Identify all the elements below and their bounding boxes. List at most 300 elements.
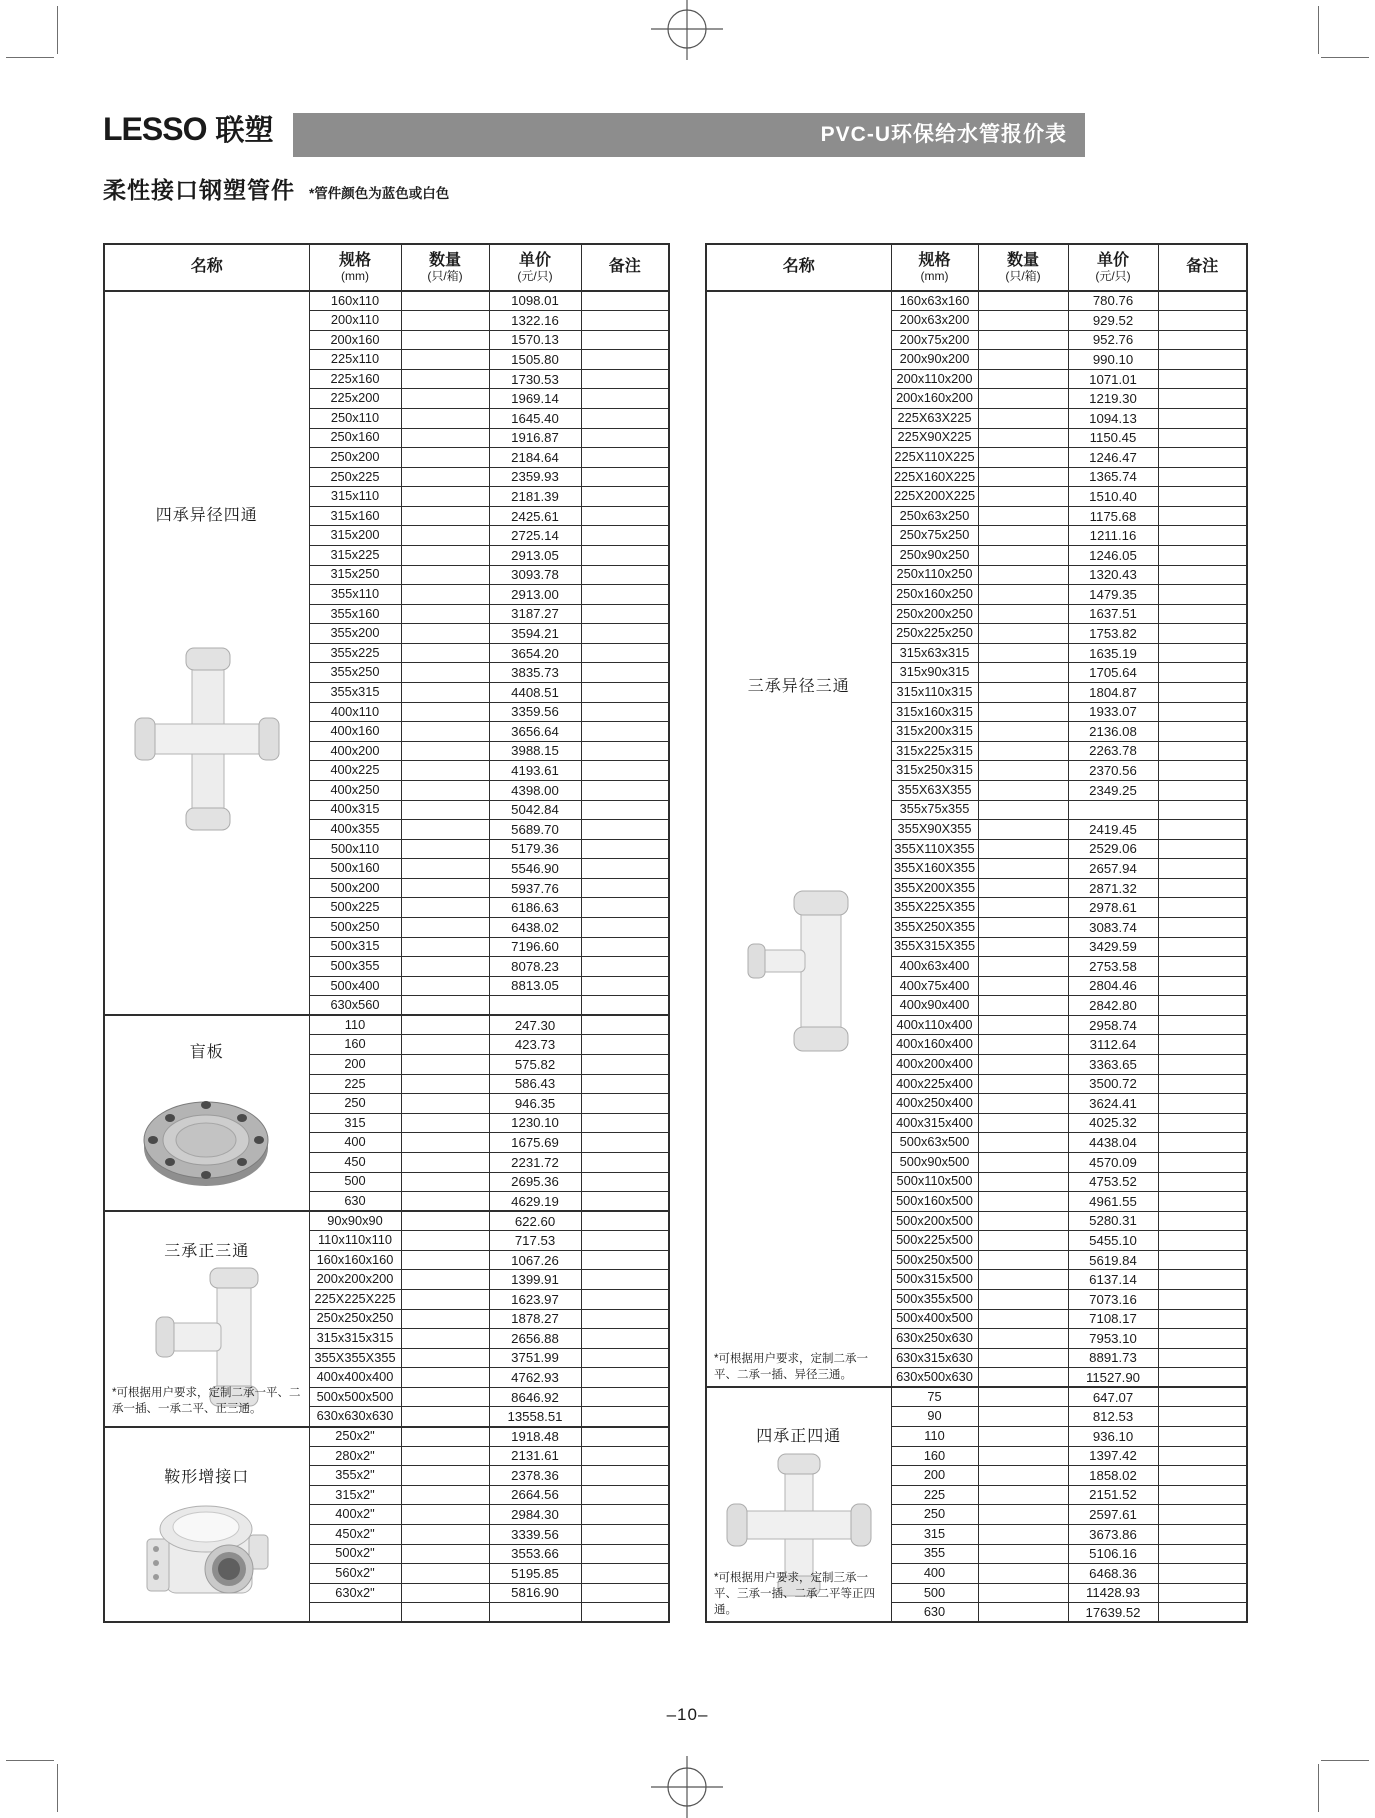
- section-note: *可根据用户要求，定制三承一平、三承一插、二承二平等正四通。: [714, 1572, 875, 1617]
- qty-value: [978, 1152, 1068, 1172]
- spec-value: 400x315: [309, 800, 401, 820]
- spec-value: 315x110: [309, 487, 401, 507]
- section-note: *可根据用户要求，定制二承一平、二承一插、异径三通。: [714, 1353, 868, 1382]
- price-value: 5179.36: [489, 839, 581, 859]
- price-value: 11527.90: [1068, 1368, 1158, 1388]
- qty-value: [401, 918, 489, 938]
- price-value: 5280.31: [1068, 1211, 1158, 1231]
- spec-value: 355: [891, 1544, 978, 1564]
- price-value: 17639.52: [1068, 1603, 1158, 1623]
- spec-value: 315x250x315: [891, 761, 978, 781]
- price-value: 1211.16: [1068, 526, 1158, 546]
- spec-value: 630: [891, 1603, 978, 1623]
- remark-value: [581, 800, 669, 820]
- qty-value: [978, 839, 1068, 859]
- remark-value: [1158, 604, 1247, 624]
- spec-value: 400x110: [309, 702, 401, 722]
- spec-value: 500x200x500: [891, 1211, 978, 1231]
- price-value: 929.52: [1068, 311, 1158, 331]
- spec-value: 225: [891, 1485, 978, 1505]
- spec-value: 250x90x250: [891, 546, 978, 566]
- price-value: 4570.09: [1068, 1152, 1158, 1172]
- price-table-left: [103, 243, 670, 1623]
- remark-value: [1158, 369, 1247, 389]
- remark-value: [581, 487, 669, 507]
- remark-value: [1158, 1603, 1247, 1623]
- remark-value: [1158, 1289, 1247, 1309]
- qty-value: [978, 1603, 1068, 1623]
- qty-value: [401, 1231, 489, 1251]
- qty-value: [401, 526, 489, 546]
- price-value: 3083.74: [1068, 918, 1158, 938]
- spec-value: 500x315: [309, 937, 401, 957]
- price-value: 247.30: [489, 1015, 581, 1035]
- spec-value: 225X160X225: [891, 467, 978, 487]
- price-value: 3359.56: [489, 702, 581, 722]
- remark-value: [581, 683, 669, 703]
- qty-value: [401, 800, 489, 820]
- price-value: 1753.82: [1068, 624, 1158, 644]
- remark-value: [581, 428, 669, 448]
- table-row: [104, 1015, 669, 1035]
- remark-value: [1158, 722, 1247, 742]
- price-value: 1365.74: [1068, 467, 1158, 487]
- remark-value: [1158, 408, 1247, 428]
- spec-value: 560x2": [309, 1564, 401, 1584]
- spec-value: 250x160x250: [891, 585, 978, 605]
- remark-value: [581, 1407, 669, 1427]
- price-value: 1675.69: [489, 1133, 581, 1153]
- spec-value: 500x225x500: [891, 1231, 978, 1251]
- qty-value: [401, 1309, 489, 1329]
- price-value: 1322.16: [489, 311, 581, 331]
- col-header-remark: 备注: [581, 244, 669, 291]
- price-value: 3429.59: [1068, 937, 1158, 957]
- spec-value: 400x75x400: [891, 976, 978, 996]
- qty-value: [401, 428, 489, 448]
- qty-value: [978, 330, 1068, 350]
- price-value: 3656.64: [489, 722, 581, 742]
- brand-logo-cn: 联塑: [215, 115, 274, 147]
- qty-value: [401, 448, 489, 468]
- remark-value: [581, 585, 669, 605]
- remark-value: [581, 1074, 669, 1094]
- qty-value: [978, 1427, 1068, 1447]
- price-value: 1858.02: [1068, 1466, 1158, 1486]
- remark-value: [581, 350, 669, 370]
- qty-value: [978, 1446, 1068, 1466]
- price-value: 3988.15: [489, 741, 581, 761]
- qty-value: [401, 311, 489, 331]
- price-value: 3339.56: [489, 1524, 581, 1544]
- price-value: 5619.84: [1068, 1250, 1158, 1270]
- remark-value: [1158, 1113, 1247, 1133]
- spec-value: 400x315x400: [891, 1113, 978, 1133]
- qty-value: [978, 1387, 1068, 1407]
- remark-value: [1158, 546, 1247, 566]
- price-value: 1246.05: [1068, 546, 1158, 566]
- remark-value: [581, 624, 669, 644]
- qty-value: [978, 683, 1068, 703]
- spec-value: 160x63x160: [891, 291, 978, 311]
- qty-value: [978, 1211, 1068, 1231]
- qty-value: [978, 859, 1068, 879]
- remark-value: [581, 1387, 669, 1407]
- spec-value: 400x400x400: [309, 1368, 401, 1388]
- remark-value: [1158, 506, 1247, 526]
- spec-value: 200x200x200: [309, 1270, 401, 1290]
- spec-value: 225X110X225: [891, 448, 978, 468]
- price-value: 3751.99: [489, 1348, 581, 1368]
- spec-value: 250x225: [309, 467, 401, 487]
- remark-value: [581, 643, 669, 663]
- table-row: [104, 1427, 669, 1447]
- qty-value: [978, 1074, 1068, 1094]
- remark-value: [1158, 1211, 1247, 1231]
- remark-value: [1158, 976, 1247, 996]
- spec-value: 355X90X355: [891, 820, 978, 840]
- remark-value: [581, 741, 669, 761]
- price-value: 2804.46: [1068, 976, 1158, 996]
- price-value: 2664.56: [489, 1485, 581, 1505]
- table-row: [706, 291, 1247, 311]
- qty-value: [401, 741, 489, 761]
- spec-value: 500x400x500: [891, 1309, 978, 1329]
- col-header-name: 名称: [706, 244, 891, 291]
- qty-value: [978, 408, 1068, 428]
- qty-value: [978, 1094, 1068, 1114]
- section-label: 盲板: [189, 1044, 224, 1062]
- price-value: 2151.52: [1068, 1485, 1158, 1505]
- price-value: 3363.65: [1068, 1055, 1158, 1075]
- remark-value: [1158, 702, 1247, 722]
- price-value: 2263.78: [1068, 741, 1158, 761]
- price-value: 586.43: [489, 1074, 581, 1094]
- spec-value: 500x160x500: [891, 1192, 978, 1212]
- qty-value: [401, 1524, 489, 1544]
- remark-value: [581, 1309, 669, 1329]
- price-value: 2181.39: [489, 487, 581, 507]
- banner-title: PVC-U环保给水管报价表: [293, 113, 1085, 157]
- price-value: 1637.51: [1068, 604, 1158, 624]
- remark-value: [1158, 311, 1247, 331]
- qty-value: [401, 546, 489, 566]
- price-value: 936.10: [1068, 1427, 1158, 1447]
- section-label: 三承异径三通: [747, 677, 850, 695]
- price-value: 1479.35: [1068, 585, 1158, 605]
- price-value: 4762.93: [489, 1368, 581, 1388]
- remark-value: [1158, 1250, 1247, 1270]
- col-header-spec: 规格 (mm): [891, 244, 978, 291]
- spec-value: 355X355X355: [309, 1348, 401, 1368]
- spec-value: 250x2": [309, 1427, 401, 1447]
- remark-value: [581, 330, 669, 350]
- remark-value: [581, 878, 669, 898]
- spec-value: 500x250x500: [891, 1250, 978, 1270]
- qty-value: [978, 702, 1068, 722]
- remark-value: [581, 1505, 669, 1525]
- price-value: 3093.78: [489, 565, 581, 585]
- spec-value: 200x160x200: [891, 389, 978, 409]
- price-value: 4025.32: [1068, 1113, 1158, 1133]
- price-value: 4398.00: [489, 780, 581, 800]
- qty-value: [978, 1583, 1068, 1603]
- qty-value: [401, 1192, 489, 1212]
- spec-value: 400x200: [309, 741, 401, 761]
- col-header-price: 单价 (元/只): [1068, 244, 1158, 291]
- remark-value: [1158, 1407, 1247, 1427]
- price-value: 1230.10: [489, 1113, 581, 1133]
- qty-value: [401, 1113, 489, 1133]
- remark-value: [581, 369, 669, 389]
- spec-value: 500x2": [309, 1544, 401, 1564]
- remark-value: [1158, 1270, 1247, 1290]
- title-note: *管件颜色为蓝色或白色: [309, 186, 450, 201]
- spec-value: 250: [309, 1094, 401, 1114]
- qty-value: [401, 565, 489, 585]
- remark-value: [1158, 957, 1247, 977]
- price-value: 952.76: [1068, 330, 1158, 350]
- remark-value: [581, 291, 669, 311]
- spec-value: 450: [309, 1152, 401, 1172]
- price-value: 647.07: [1068, 1387, 1158, 1407]
- qty-value: [978, 1544, 1068, 1564]
- spec-value: 450x2": [309, 1524, 401, 1544]
- remark-value: [1158, 1015, 1247, 1035]
- spec-value: 355X225X355: [891, 898, 978, 918]
- price-value: 5455.10: [1068, 1231, 1158, 1251]
- remark-value: [1158, 1583, 1247, 1603]
- qty-value: [978, 311, 1068, 331]
- qty-value: [401, 722, 489, 742]
- qty-value: [978, 1329, 1068, 1349]
- spec-value: 225: [309, 1074, 401, 1094]
- spec-value: 315x315x315: [309, 1329, 401, 1349]
- spec-value: 225X225X225: [309, 1289, 401, 1309]
- spec-value: 315x160: [309, 506, 401, 526]
- price-value: 2529.06: [1068, 839, 1158, 859]
- qty-value: [978, 467, 1068, 487]
- qty-value: [401, 408, 489, 428]
- remark-value: [1158, 1055, 1247, 1075]
- price-value: 4438.04: [1068, 1133, 1158, 1153]
- price-value: 7073.16: [1068, 1289, 1158, 1309]
- qty-value: [978, 996, 1068, 1016]
- remark-value: [1158, 389, 1247, 409]
- price-value: 622.60: [489, 1211, 581, 1231]
- price-value: 1623.97: [489, 1289, 581, 1309]
- spec-value: 355X110X355: [891, 839, 978, 859]
- section-label: 四承异径四通: [155, 506, 258, 524]
- qty-value: [978, 585, 1068, 605]
- remark-value: [581, 1113, 669, 1133]
- price-value: 2958.74: [1068, 1015, 1158, 1035]
- spec-value: 400x160x400: [891, 1035, 978, 1055]
- price-value: 990.10: [1068, 350, 1158, 370]
- qty-value: [401, 1289, 489, 1309]
- price-value: 2725.14: [489, 526, 581, 546]
- qty-value: [978, 526, 1068, 546]
- section-note: *可根据用户要求，定制二承一平、二承一插、一承二平、正三通。: [112, 1387, 301, 1416]
- qty-value: [978, 722, 1068, 742]
- remark-value: [581, 761, 669, 781]
- qty-value: [978, 1485, 1068, 1505]
- section-name-cell: [706, 1387, 891, 1622]
- remark-value: [581, 1231, 669, 1251]
- remark-value: [1158, 839, 1247, 859]
- remark-value: [581, 918, 669, 938]
- remark-value: [1158, 1133, 1247, 1153]
- remark-value: [1158, 1192, 1247, 1212]
- price-value: 1645.40: [489, 408, 581, 428]
- spec-value: 110x110x110: [309, 1231, 401, 1251]
- remark-value: [1158, 1564, 1247, 1584]
- price-value: 5546.90: [489, 859, 581, 879]
- remark-value: [1158, 1094, 1247, 1114]
- qty-value: [978, 1309, 1068, 1329]
- price-value: 2136.08: [1068, 722, 1158, 742]
- spec-value: 355X250X355: [891, 918, 978, 938]
- qty-value: [401, 663, 489, 683]
- qty-value: [401, 1368, 489, 1388]
- remark-value: [1158, 663, 1247, 683]
- price-value: 1570.13: [489, 330, 581, 350]
- price-value: 2359.93: [489, 467, 581, 487]
- spec-value: 200x160: [309, 330, 401, 350]
- remark-value: [1158, 565, 1247, 585]
- spec-value: 250x225x250: [891, 624, 978, 644]
- blind-flange-image: [105, 1088, 309, 1194]
- price-value: 1969.14: [489, 389, 581, 409]
- crop-mark: [1321, 1760, 1369, 1761]
- price-value: 1730.53: [489, 369, 581, 389]
- qty-value: [401, 878, 489, 898]
- spec-value: 315x63x315: [891, 643, 978, 663]
- price-value: 7196.60: [489, 937, 581, 957]
- spec-value: 250x75x250: [891, 526, 978, 546]
- qty-value: [401, 683, 489, 703]
- section-label: 鞍形增接口: [164, 1469, 250, 1487]
- spec-value: 355x160: [309, 604, 401, 624]
- price-value: 2913.05: [489, 546, 581, 566]
- spec-value: 400x225: [309, 761, 401, 781]
- qty-value: [401, 1329, 489, 1349]
- price-value: 2978.61: [1068, 898, 1158, 918]
- qty-value: [401, 1544, 489, 1564]
- remark-value: [1158, 878, 1247, 898]
- qty-value: [978, 1407, 1068, 1427]
- remark-value: [1158, 350, 1247, 370]
- spec-value: 355X63X355: [891, 780, 978, 800]
- spec-value: 160: [891, 1446, 978, 1466]
- remark-value: [581, 957, 669, 977]
- spec-value: 315x225x315: [891, 741, 978, 761]
- qty-value: [401, 702, 489, 722]
- price-value: 7953.10: [1068, 1329, 1158, 1349]
- spec-value: 315: [309, 1113, 401, 1133]
- spec-value: 225x200: [309, 389, 401, 409]
- price-value: 5937.76: [489, 878, 581, 898]
- spec-value: 355X160X355: [891, 859, 978, 879]
- remark-value: [581, 526, 669, 546]
- price-value: 1067.26: [489, 1250, 581, 1270]
- price-value: 1510.40: [1068, 487, 1158, 507]
- qty-value: [401, 839, 489, 859]
- remark-value: [581, 1152, 669, 1172]
- remark-value: [581, 1564, 669, 1584]
- spec-value: 250x63x250: [891, 506, 978, 526]
- crop-mark: [1321, 57, 1369, 58]
- col-header-price: 单价 (元/只): [489, 244, 581, 291]
- price-value: 7108.17: [1068, 1309, 1158, 1329]
- qty-value: [401, 1270, 489, 1290]
- remark-value: [581, 937, 669, 957]
- remark-value: [581, 898, 669, 918]
- remark-value: [1158, 643, 1247, 663]
- spec-value: 500x315x500: [891, 1270, 978, 1290]
- price-value: 5106.16: [1068, 1544, 1158, 1564]
- crop-mark: [6, 57, 54, 58]
- price-value: 8891.73: [1068, 1348, 1158, 1368]
- qty-value: [401, 1348, 489, 1368]
- price-value: 717.53: [489, 1231, 581, 1251]
- qty-value: [401, 761, 489, 781]
- remark-value: [581, 663, 669, 683]
- remark-value: [581, 506, 669, 526]
- qty-value: [401, 1407, 489, 1427]
- remark-value: [581, 820, 669, 840]
- remark-value: [1158, 1387, 1247, 1407]
- section-name-cell: [104, 1211, 309, 1426]
- qty-value: [978, 624, 1068, 644]
- price-value: 8646.92: [489, 1387, 581, 1407]
- spec-value: 355x110: [309, 585, 401, 605]
- remark-value: [1158, 1544, 1247, 1564]
- qty-value: [401, 1564, 489, 1584]
- spec-value: 160: [309, 1035, 401, 1055]
- spec-value: 90x90x90: [309, 1211, 401, 1231]
- remark-value: [1158, 741, 1247, 761]
- qty-value: [978, 1524, 1068, 1544]
- price-value: 6186.63: [489, 898, 581, 918]
- remark-value: [581, 1289, 669, 1309]
- price-value: 1320.43: [1068, 565, 1158, 585]
- spec-value: 315x110x315: [891, 683, 978, 703]
- price-value: 4629.19: [489, 1192, 581, 1212]
- remark-value: [1158, 1074, 1247, 1094]
- spec-value: 400: [891, 1564, 978, 1584]
- spec-value: [309, 1603, 401, 1623]
- section-label: 四承正四通: [756, 1428, 842, 1446]
- spec-value: 200x110: [309, 311, 401, 331]
- qty-value: [978, 820, 1068, 840]
- remark-value: [1158, 526, 1247, 546]
- remark-value: [581, 448, 669, 468]
- qty-value: [401, 1250, 489, 1270]
- spec-value: 315x200: [309, 526, 401, 546]
- remark-value: [581, 1035, 669, 1055]
- spec-value: 315x2": [309, 1485, 401, 1505]
- saddle-outlet-image: [105, 1495, 309, 1601]
- price-value: 2419.45: [1068, 820, 1158, 840]
- qty-value: [401, 643, 489, 663]
- spec-value: 280x2": [309, 1446, 401, 1466]
- price-value: 6468.36: [1068, 1564, 1158, 1584]
- spec-value: 355x225: [309, 643, 401, 663]
- remark-value: [1158, 820, 1247, 840]
- price-value: 4753.52: [1068, 1172, 1158, 1192]
- table-row: [104, 1211, 669, 1231]
